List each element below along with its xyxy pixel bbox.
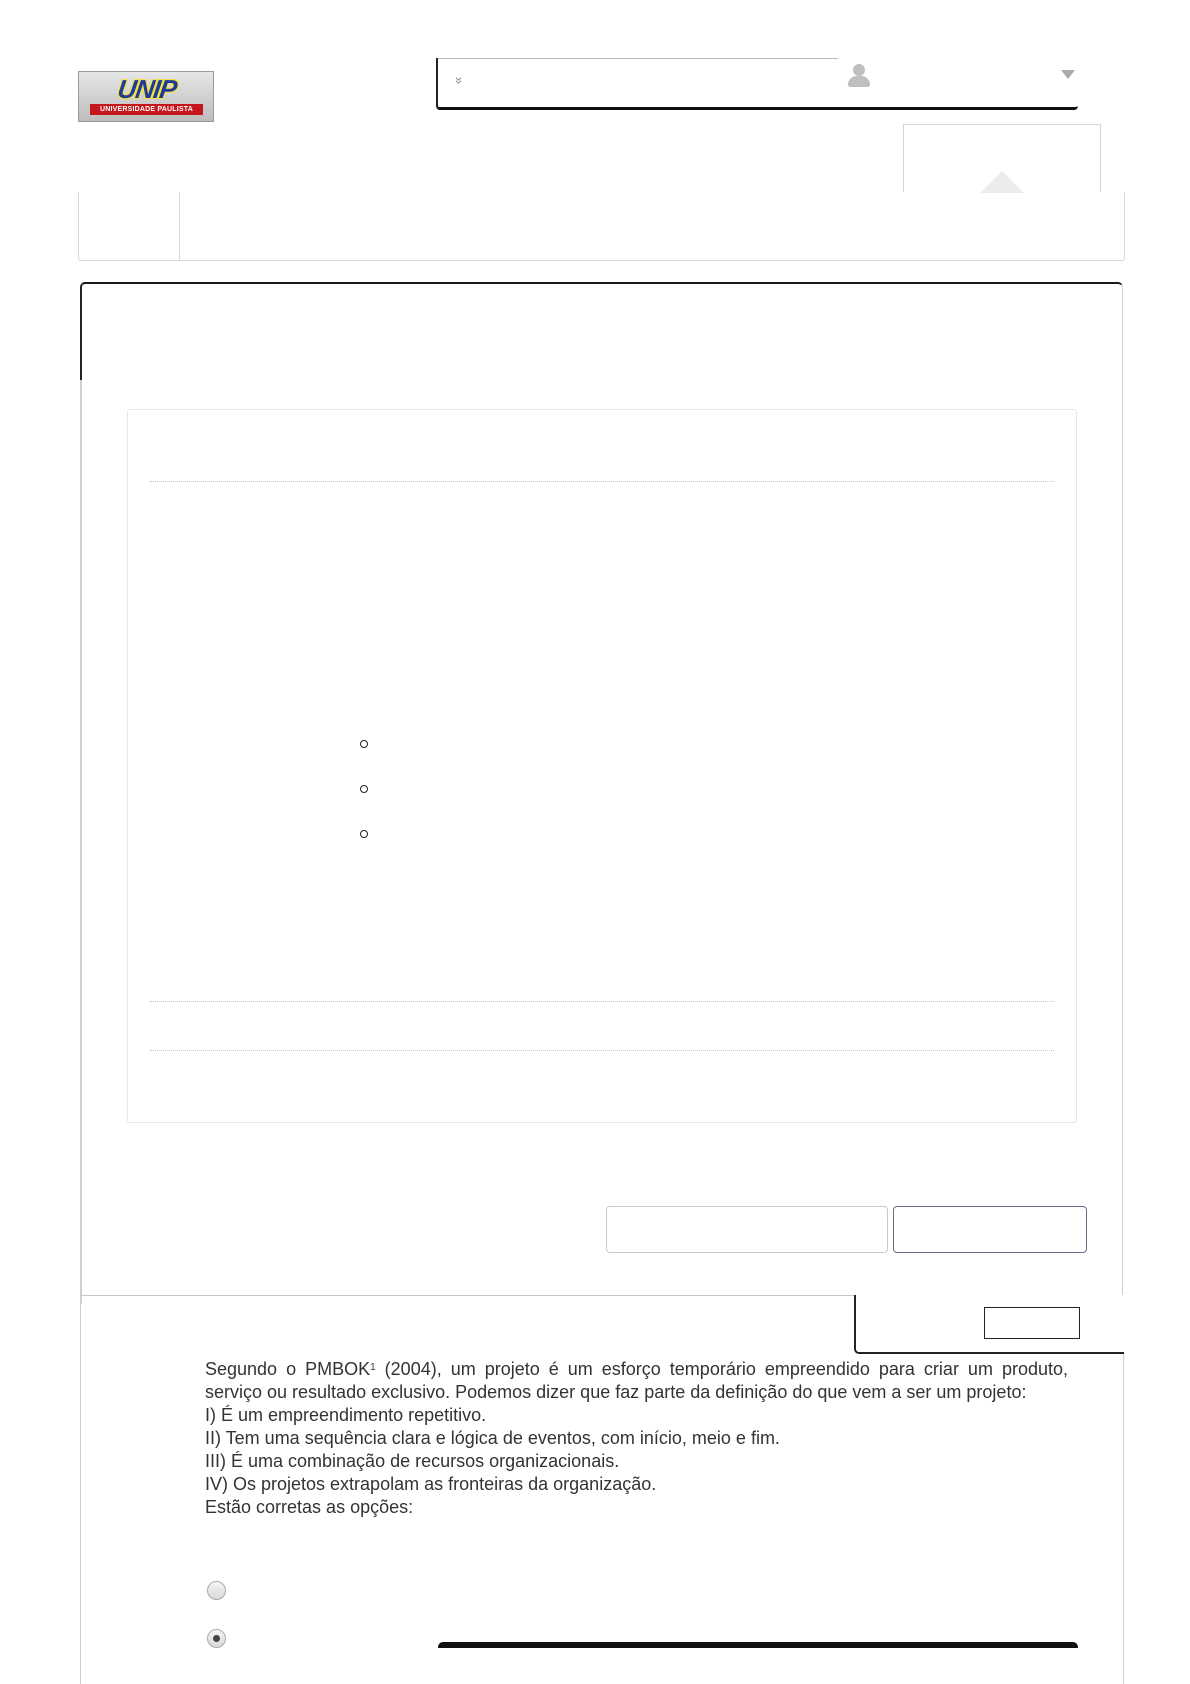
user-icon-head bbox=[853, 64, 865, 76]
question-item: I) É um empreendimento repetitivo. bbox=[205, 1405, 487, 1425]
logo-subtitle: UNIVERSIDADE PAULISTA bbox=[90, 104, 203, 115]
question-item: II) Tem uma sequência clara e lógica de eventos, com início, meio e fim. bbox=[205, 1428, 780, 1448]
section-left-border bbox=[80, 1295, 81, 1684]
unip-logo[interactable] bbox=[78, 71, 214, 122]
user-icon-body bbox=[848, 76, 870, 87]
double-chevron-down-icon[interactable]: » bbox=[452, 76, 468, 85]
userbar-divider bbox=[438, 58, 838, 59]
user-icon[interactable] bbox=[847, 64, 871, 88]
dotted-divider bbox=[150, 1001, 1054, 1002]
dropdown-popup bbox=[903, 124, 1101, 192]
question-number-field[interactable] bbox=[984, 1307, 1080, 1339]
nav-divider bbox=[179, 192, 180, 260]
question-prompt: Estão corretas as opções: bbox=[205, 1497, 414, 1517]
question-text bbox=[205, 1358, 1068, 1519]
dotted-divider bbox=[150, 481, 1054, 482]
question-item: III) É uma combinação de recursos organizacionais. bbox=[205, 1451, 620, 1471]
panel-left-border bbox=[80, 380, 82, 1304]
user-menu-bar[interactable] bbox=[436, 58, 1078, 110]
content-card bbox=[127, 409, 1077, 1123]
list-bullet bbox=[360, 830, 368, 838]
logo-wordmark: UNIP bbox=[115, 74, 179, 104]
radio-selected-dot bbox=[213, 1635, 220, 1642]
question-header-tab bbox=[854, 1295, 1124, 1354]
caret-down-icon[interactable] bbox=[1061, 70, 1075, 79]
popup-arrow-icon bbox=[980, 171, 1024, 193]
list-bullet bbox=[360, 785, 368, 793]
answer-bar bbox=[438, 1642, 1078, 1648]
answer-radio-a[interactable] bbox=[207, 1581, 226, 1600]
answer-radio-b[interactable] bbox=[207, 1629, 226, 1648]
dotted-divider bbox=[150, 1050, 1054, 1051]
question-intro: Segundo o PMBOK$^1$ (2004), um projeto é um esforço temporário empreendido para criar um produto, serviço ou resultado exclusivo. Podemos dizer que faz parte da definição do que vem a ser um projeto: bbox=[205, 1359, 1068, 1402]
primary-button[interactable] bbox=[893, 1206, 1087, 1253]
course-nav-strip bbox=[78, 192, 1125, 261]
list-bullet bbox=[360, 740, 368, 748]
secondary-button[interactable] bbox=[606, 1206, 888, 1253]
footnote-marker: 1 bbox=[370, 1362, 376, 1373]
question-item: IV) Os projetos extrapolam as fronteiras da organização. bbox=[205, 1474, 657, 1494]
